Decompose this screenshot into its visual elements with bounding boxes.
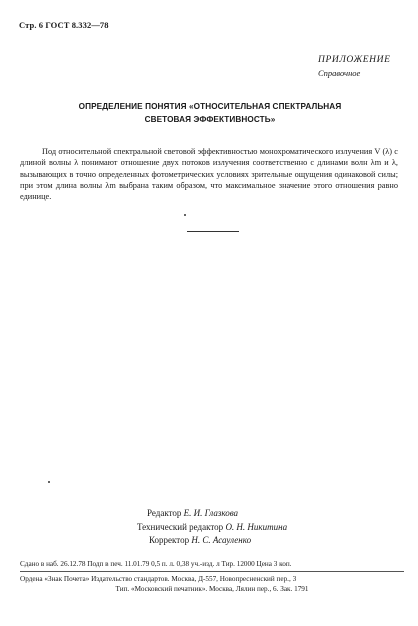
appendix-block (318, 55, 398, 78)
tech-editor-name: О. Н. Никитина (225, 521, 288, 532)
page-header: Стр. 6 ГОСТ 8.332—78 (19, 20, 109, 30)
footer-rule (20, 571, 404, 572)
section-heading (60, 100, 360, 126)
publisher-info (20, 574, 404, 594)
publisher-line-2: Тип. «Московский печатник». Москва, Лялин пер., 6. Зак. 1791 (115, 585, 309, 593)
stray-dot (184, 214, 186, 216)
stray-dot (48, 481, 50, 483)
credits-block (137, 507, 287, 548)
editor-role: Редактор (147, 508, 182, 518)
proofreader-line (137, 534, 287, 548)
tech-editor-line (137, 521, 287, 535)
editor-line (137, 507, 287, 521)
publisher-line-1: Ордена «Знак Почета» Издательство стандартов. Москва, Д-557, Новопресненский пер., 3 (20, 575, 297, 583)
definition-paragraph: Под относительной спектральной световой эффективностью монохроматического излучения V (λ) с длиной волны λ понимают отношение двух потоков излучения соответственно с длинами волн λm и λ, вызывающих в точно определенных фотометрических условиях зрительные ощущения одинаковой силы; при этом длина волны λm выбрана таким образом, что максимальное значение этого отношения равно единице. (20, 147, 398, 202)
tech-editor-role: Технический редактор (137, 521, 224, 532)
proofreader-role: Корректор (149, 535, 190, 545)
proofreader-name: Н. С. Асауленко (191, 535, 252, 545)
print-info: Сдано в наб. 26.12.78 Подп в печ. 11.01.79 0,5 п. л. 0,38 уч.-изд. л Тир. 12000 Цена 3 коп. (20, 560, 292, 568)
editor-name: Е. И. Глазкова (183, 508, 239, 518)
appendix-subtitle: Справочное (318, 68, 361, 78)
separator-rule (187, 231, 239, 232)
heading-line-1: ОПРЕДЕЛЕНИЕ ПОНЯТИЯ «ОТНОСИТЕЛЬНАЯ СПЕКТРАЛЬНАЯ (78, 102, 342, 111)
heading-line-2: СВЕТОВАЯ ЭФФЕКТИВНОСТЬ» (144, 115, 276, 124)
appendix-title: ПРИЛОЖЕНИЕ (318, 55, 391, 65)
